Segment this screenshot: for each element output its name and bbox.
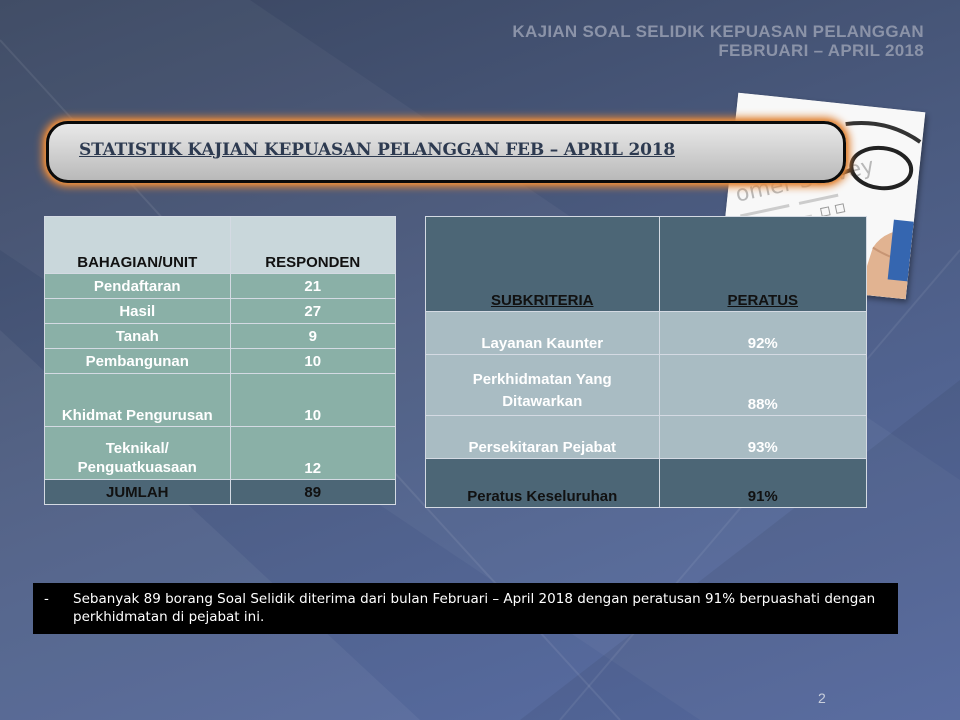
slide-header xyxy=(512,22,924,60)
table-row xyxy=(426,355,867,416)
count-cell: 21 xyxy=(230,274,395,299)
table-row xyxy=(45,349,396,374)
unit-cell: Hasil xyxy=(45,299,231,324)
percent-cell: 93% xyxy=(659,416,867,459)
subkriteria-cell-line-2: Ditawarkan xyxy=(502,393,583,410)
table-row xyxy=(45,374,396,427)
count-cell: 10 xyxy=(230,349,395,374)
subkriteria-cell: Layanan Kaunter xyxy=(426,312,660,355)
unit-cell-line-2: Penguatkuasaan xyxy=(77,459,197,476)
svg-text:omer Survey: omer xyxy=(733,171,795,208)
subkriteria-table xyxy=(425,216,867,508)
column-header-responden: RESPONDEN xyxy=(230,217,395,274)
unit-cell xyxy=(45,427,231,480)
subkriteria-cell-line-1: Perkhidmatan Yang xyxy=(472,371,612,388)
total-percent: 91% xyxy=(659,459,867,508)
table-header-row xyxy=(426,217,867,312)
percent-cell: 88% xyxy=(659,355,867,416)
table-header-row xyxy=(45,217,396,274)
header-line-2: FEBRUARI – APRIL 2018 xyxy=(718,41,924,60)
subkriteria-cell xyxy=(426,355,660,416)
total-label: Peratus Keseluruhan xyxy=(426,459,660,508)
table-row xyxy=(45,299,396,324)
unit-cell: Tanah xyxy=(45,324,231,349)
table-row xyxy=(45,274,396,299)
bullet-dash: - xyxy=(44,591,49,607)
header-line-1: KAJIAN SOAL SELIDIK KEPUASAN PELANGGAN xyxy=(512,22,924,41)
count-cell: 10 xyxy=(230,374,395,427)
responden-table xyxy=(44,216,396,505)
total-label: JUMLAH xyxy=(45,480,231,505)
page-number: 2 xyxy=(818,690,826,706)
count-cell: 9 xyxy=(230,324,395,349)
subkriteria-cell: Persekitaran Pejabat xyxy=(426,416,660,459)
unit-cell: Pendaftaran xyxy=(45,274,231,299)
column-header-unit: BAHAGIAN/UNIT xyxy=(45,217,231,274)
slide-title: STATISTIK KAJIAN KEPUASAN PELANGGAN FEB – APRIL 2018 xyxy=(79,140,675,160)
count-cell: 12 xyxy=(230,427,395,480)
table-total-row xyxy=(426,459,867,508)
unit-cell: Khidmat Pengurusan xyxy=(45,374,231,427)
table-row xyxy=(45,427,396,480)
percent-cell: 92% xyxy=(659,312,867,355)
column-header-subkriteria: SUBKRITERIA xyxy=(426,217,660,312)
table-row xyxy=(426,312,867,355)
column-header-peratus: PERATUS xyxy=(659,217,867,312)
unit-cell-line-1: Teknikal/ xyxy=(105,440,169,457)
unit-cell: Pembangunan xyxy=(45,349,231,374)
table-total-row xyxy=(45,480,396,505)
title-banner xyxy=(46,121,846,183)
total-count: 89 xyxy=(230,480,395,505)
summary-note xyxy=(33,583,898,634)
table-row xyxy=(45,324,396,349)
table-row xyxy=(426,416,867,459)
summary-text: Sebanyak 89 borang Soal Selidik diterima dari bulan Februari – April 2018 dengan peratusan 91% berpuashati dengan perkhidmatan di pejabat ini. xyxy=(73,591,876,625)
count-cell: 27 xyxy=(230,299,395,324)
